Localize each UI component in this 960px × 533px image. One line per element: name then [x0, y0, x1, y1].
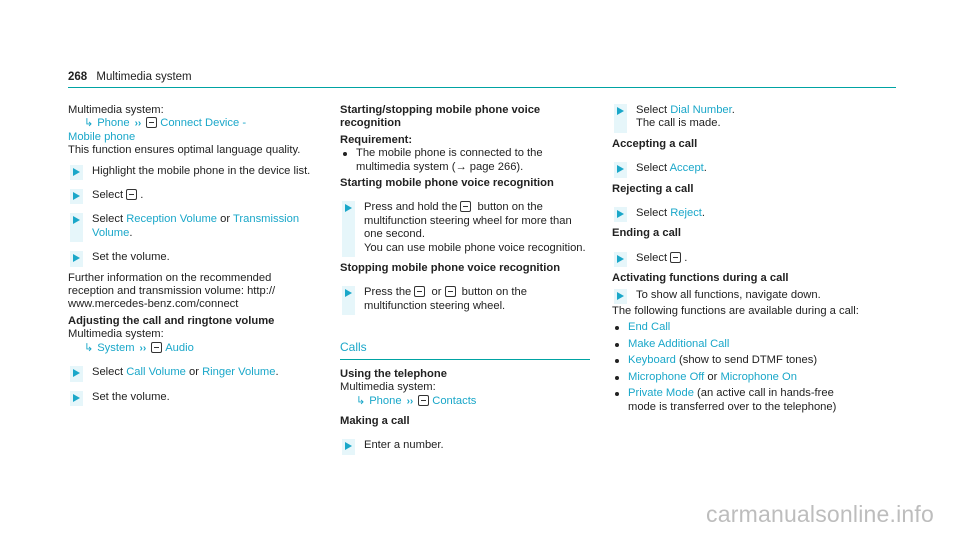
path-separator-icon: ›› — [406, 395, 414, 407]
requirement-item — [340, 147, 590, 174]
heading-making-call: Making a call — [340, 414, 410, 427]
step-arrow-icon — [73, 168, 80, 176]
step-text: Highlight the mobile phone in the device list. — [92, 164, 311, 177]
column-2 — [340, 104, 590, 453]
step-text: Select — [92, 189, 124, 202]
transmission-volume-word[interactable]: Volume — [92, 226, 130, 239]
accept-option[interactable]: Accept — [669, 162, 704, 175]
step-text: Enter a number. — [364, 439, 444, 452]
list-item-end-call — [612, 321, 862, 334]
column-1 — [68, 104, 318, 404]
following-functions: The following functions are available during a call: — [612, 305, 859, 318]
step-text: Select — [636, 104, 668, 116]
path-phone-2[interactable]: Phone — [369, 394, 402, 407]
step-text: To show all functions, navigate down. — [636, 288, 821, 301]
heading-using-telephone: Using the telephone — [340, 367, 447, 380]
step-text: Set the volume. — [92, 251, 170, 264]
system-label-2: Multimedia system: — [68, 328, 164, 341]
path-separator-icon: ›› — [134, 118, 142, 130]
path-arrow-icon: ↳ — [84, 117, 94, 130]
or-text: or — [189, 366, 199, 379]
step-end: Select . — [612, 252, 862, 265]
hang-up-icon — [445, 286, 456, 297]
private-mode-option[interactable]: Private Mode — [628, 387, 694, 400]
step-text: Select — [92, 366, 124, 379]
path-audio[interactable]: Audio — [165, 341, 194, 354]
list-item-microphone — [612, 371, 862, 384]
step-text: Select — [636, 162, 668, 175]
step-reject: Select Reject. — [612, 207, 862, 220]
step-text-rest: button on the multifunction steering wheel. — [364, 286, 527, 312]
step-note: The call is made. — [636, 117, 721, 130]
further-info: Further information on the recommended reception and transmission volume: http:// — [68, 271, 276, 298]
step-set-volume — [68, 251, 318, 264]
bullet-icon — [343, 152, 347, 156]
page-header-title: Multimedia system — [96, 71, 192, 83]
heading-ending-call: Ending a call — [612, 227, 682, 240]
search-icon — [418, 395, 429, 406]
section-calls: Calls — [340, 340, 367, 355]
step-arrow-icon — [617, 107, 624, 115]
step-accept: Select Accept. — [612, 162, 862, 175]
step-press-hold — [340, 201, 590, 255]
step-highlight — [68, 165, 318, 178]
bullet-icon — [615, 392, 619, 396]
step-arrow-icon — [73, 394, 80, 402]
heading-start-voice: Starting mobile phone voice recognition — [340, 177, 554, 190]
reject-option[interactable]: Reject — [670, 207, 702, 220]
bullet-icon — [615, 326, 619, 330]
list-item-private-mode — [612, 387, 862, 414]
heading-rejecting-call: Rejecting a call — [612, 182, 694, 195]
dial-number-option[interactable]: Dial Number — [670, 104, 732, 116]
step-arrow-icon — [73, 216, 80, 224]
audio-icon — [151, 342, 162, 353]
menu-path-phone — [68, 117, 318, 130]
step-text: Select — [636, 251, 668, 264]
path-arrow-icon: ↳ — [356, 394, 366, 407]
step-arrow-icon — [617, 255, 624, 263]
step-press-stop — [340, 286, 590, 313]
heading-adjust-volume: Adjusting the call and ringtone volume — [68, 314, 275, 327]
path-arrow-icon: ↳ — [84, 341, 94, 354]
end-call-option[interactable]: End Call — [628, 321, 671, 334]
header-rule — [68, 87, 896, 88]
step-text: Press and hold the — [364, 201, 458, 214]
path-system[interactable]: System — [97, 341, 135, 354]
mercedes-url: www.mercedes-benz.com/connect — [68, 298, 239, 311]
path-contacts[interactable]: Contacts — [432, 394, 477, 407]
reception-volume-option[interactable]: Reception Volume — [126, 213, 218, 226]
step-arrow-icon — [73, 369, 80, 377]
list-item-keyboard — [612, 354, 862, 367]
step-select-list: Select . — [68, 189, 318, 202]
page-header — [68, 71, 192, 84]
private-mode-note: (an active call in hands-free mode is transferred over to the telephone) — [628, 387, 837, 413]
heading-accepting-call: Accepting a call — [612, 137, 698, 150]
step-text: Select — [636, 207, 668, 220]
or-text: or — [707, 370, 718, 383]
step-arrow-icon — [345, 442, 352, 450]
step-arrow-icon — [73, 192, 80, 200]
requirement-text: The mobile phone is connected to the multimedia system (→ page 266). — [356, 147, 543, 173]
heading-voice-recognition: Starting/stopping mobile phone voice recognition — [340, 104, 541, 130]
step-arrow-icon — [617, 292, 624, 300]
step-note: You can use mobile phone voice recognition. — [364, 241, 586, 254]
path-connect-device[interactable]: Connect Device - — [160, 117, 247, 130]
back-button-icon — [414, 286, 425, 297]
voice-button-icon — [460, 201, 471, 212]
page-number: 268 — [68, 71, 88, 83]
step-dial-number: Select Dial Number. The call is made. — [612, 104, 862, 131]
step-arrow-icon — [73, 254, 80, 262]
make-additional-call-option[interactable]: Make Additional Call — [628, 337, 730, 350]
keyboard-option[interactable]: Keyboard — [628, 354, 676, 367]
menu-path-system — [68, 342, 318, 355]
menu-path-contacts — [340, 395, 590, 408]
step-show-functions — [612, 289, 862, 302]
system-label-3: Multimedia system: — [340, 381, 436, 394]
watermark: carmanualsonline.info — [706, 500, 934, 527]
ringer-volume-option[interactable]: Ringer Volume — [202, 366, 276, 379]
section-rule — [340, 359, 590, 360]
bullet-icon — [615, 376, 619, 380]
phone-device-icon — [146, 117, 157, 128]
step-set-volume-2 — [68, 391, 318, 404]
step-arrow-icon — [345, 204, 352, 212]
heading-activating-functions: Activating functions during a call — [612, 272, 789, 285]
call-volume-option[interactable]: Call Volume — [126, 366, 186, 379]
intro-text: This function ensures optimal language quality. — [68, 144, 301, 157]
step-arrow-icon — [617, 210, 624, 218]
hang-up-icon — [670, 252, 681, 263]
list-menu-icon — [126, 189, 137, 200]
bullet-icon — [615, 359, 619, 363]
system-label: Multimedia system: — [68, 104, 164, 116]
step-text: Set the volume. — [92, 390, 170, 403]
heading-stop-voice: Stopping mobile phone voice recognition — [340, 262, 561, 275]
microphone-on-option[interactable]: Microphone On — [720, 370, 797, 383]
step-call-volume: Select Call Volume or Ringer Volume. — [68, 366, 318, 379]
or-text: or — [220, 213, 231, 226]
path-separator-icon: ›› — [139, 342, 147, 354]
step-text: Press the — [364, 286, 412, 299]
keyboard-note: (show to send DTMF tones) — [679, 354, 818, 367]
step-arrow-icon — [345, 289, 352, 297]
or-text: or — [431, 286, 442, 299]
step-reception: Select Reception Volume or Transmission Volume. — [68, 213, 318, 240]
bullet-icon — [615, 343, 619, 347]
microphone-off-option[interactable]: Microphone Off — [628, 370, 705, 383]
step-text: Select — [92, 213, 124, 226]
list-item-additional-call — [612, 338, 862, 351]
step-text-rest: button on the multifunction steering wheel for more than one second. — [364, 201, 572, 241]
requirement-label: Requirement: — [340, 133, 413, 146]
path-phone[interactable]: Phone — [97, 117, 130, 130]
path-mobile-phone[interactable]: Mobile phone — [68, 130, 136, 143]
step-arrow-icon — [617, 165, 624, 173]
step-enter-number — [340, 439, 590, 452]
column-3 — [612, 104, 862, 414]
transmission-option[interactable]: Transmission — [232, 213, 300, 226]
